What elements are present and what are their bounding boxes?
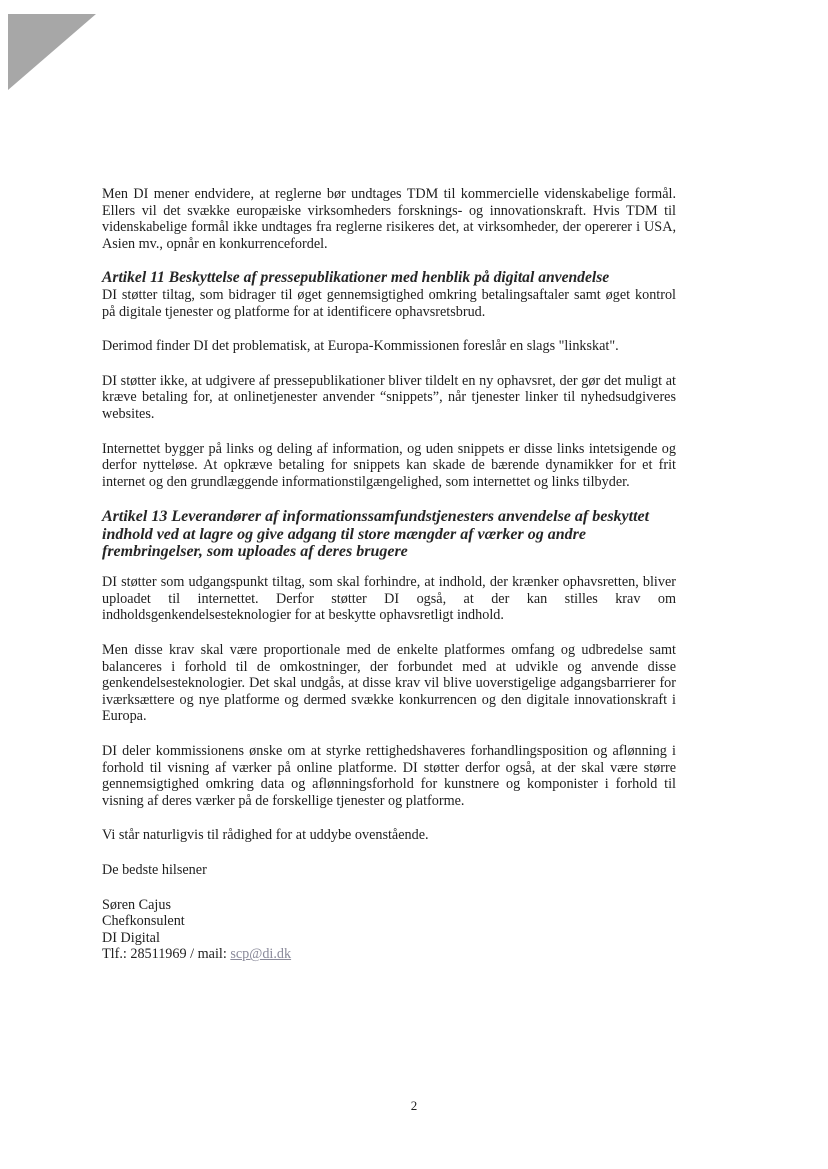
paragraph: DI deler kommissionens ønske om at styrke rettighedshaveres forhandlingsposition og aflønning i forhold til visning af værker på online platforme. DI støtter derfor også, at der skal være større gennemsigtighed omkring data og aflønningsforhold for kunstnere og komponister i forhold til visning af deres værker på de forskellige tjenester og platforme. (102, 742, 676, 809)
contact-phone-text: Tlf.: 28511969 / mail: (102, 946, 231, 963)
paragraph: DI støtter tiltag, som bidrager til øget gennemsigtighed omkring betalingsaftaler samt øget kontrol på digitale tjenester og platforme for at identificere ophavsretsbrud. (102, 286, 676, 320)
signer-title: Chefkonsulent (102, 913, 185, 930)
section-heading-article-11: Artikel 11 Beskyttelse af pressepublikationer med henblik på digital anvendelse (102, 269, 610, 287)
paragraph: DI støtter ikke, at udgivere af pressepublikationer bliver tildelt en ny ophavsret, der gør det muligt at kræve betaling for, at onlinetjenester anvender “snippets”, når tjenester linker til nyhedsudgiveres websites. (102, 372, 676, 422)
letter-body (102, 186, 676, 963)
section-heading-article-13: Artikel 13 Leverandører af informationssamfundstjenesters anvendelse af beskyttet indhold ved at lagre og give adgang til store mængder af værker og andre frembringelser, som uploades af deres brugere (102, 508, 650, 560)
paragraph: Derimod finder DI det problematisk, at Europa-Kommissionen foreslår en slags "linkskat". (102, 338, 619, 355)
signer-name: Søren Cajus (102, 896, 171, 913)
closing-offer: Vi står naturligvis til rådighed for at uddybe ovenstående. (102, 827, 429, 844)
paragraph: Men DI mener endvidere, at reglerne bør undtages TDM til kommercielle videnskabelige formål. Ellers vil det svække europæiske virksomheders forsknings- og innovationskraft. Hvis TDM til videnskabelige formål ikke undtages fra reglerne risikeres det, at virksomheder, der opererer i USA, Asien mv., opnår en konkurrencefordel. (102, 186, 676, 252)
signature-block (102, 897, 676, 963)
paragraph: Internettet bygger på links og deling af information, og uden snippets er disse links intetsigende og derfor nytteløse. At opkræve betaling for snippets kan skade de bærende dynamikker for et frit internet og den grundlæggende informationstilgængelighed, som internettet og links tilbyder. (102, 440, 676, 490)
corner-fold-mark (8, 14, 98, 94)
paragraph: DI støtter som udgangspunkt tiltag, som skal forhindre, at indhold, der krænker ophavsretten, bliver uploadet til internettet. Derfor støtter DI også, at der kan stilles krav om indholdsgenkendelsesteknologier for at beskytte ophavsretligt indhold. (102, 574, 676, 624)
closing-greeting: De bedste hilsener (102, 861, 207, 878)
paragraph: Men disse krav skal være proportionale med de enkelte platformes omfang og udbredelse samt balanceres i forhold til de omkostninger, der forbundet med at udvikle og anvende disse genkendelsesteknologier. Det skal undgås, at disse krav vil blive uoverstigelige adgangsbarrierer for iværksættere og nye platforme og dermed svække konkurrencen og den digitale innovationskraft i Europa. (102, 641, 676, 725)
page-number: 2 (410, 1098, 418, 1113)
signer-organization: DI Digital (102, 929, 160, 946)
email-link[interactable]: scp@di.dk (230, 946, 292, 963)
signer-contact (102, 946, 676, 963)
